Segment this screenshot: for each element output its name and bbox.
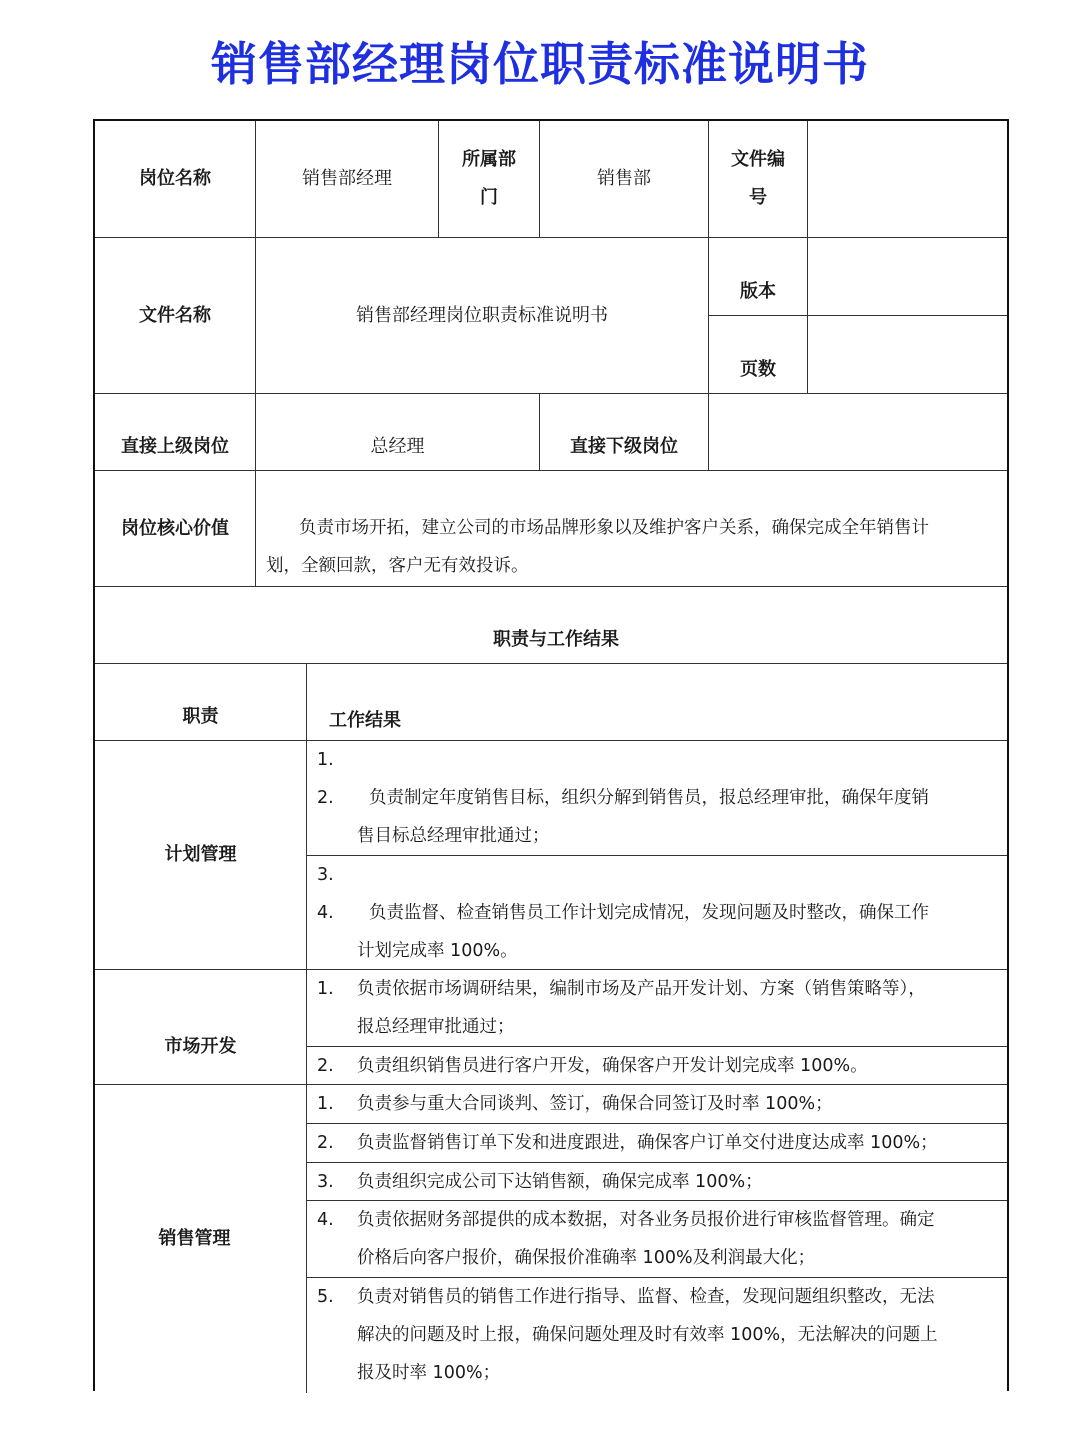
list-item-text: 负责监督、检查销售员工作计划完成情况，发现问题及时整改，确保工作 <box>369 903 929 923</box>
list-item-number: 4. <box>317 903 334 923</box>
list-item-number: 1. <box>317 1094 334 1114</box>
list-item-text: 负责对销售员的销售工作进行指导、监督、检查，发现问题组织整改，无法 <box>357 1287 935 1307</box>
result-block-sales-1 <box>307 1085 1007 1124</box>
result-block-market-2 <box>307 1047 1007 1085</box>
result-block-sales-3 <box>307 1163 1007 1201</box>
superior-label: 直接上级岗位 <box>95 394 256 471</box>
doc-number-value <box>808 121 1007 238</box>
list-item-number: 2. <box>317 788 334 808</box>
list-item-text: 计划完成率 100%。 <box>357 941 518 961</box>
list-item-text: 负责参与重大合同谈判、签订，确保合同签订及时率 100%； <box>357 1094 833 1114</box>
list-item-text: 负责组织销售员进行客户开发，确保客户开发计划完成率 100%。 <box>357 1056 868 1076</box>
doc-number-label <box>709 121 808 238</box>
list-item-text: 报及时率 100%； <box>357 1363 501 1383</box>
list-item-text: 负责组织完成公司下达销售额，确保完成率 100%； <box>357 1172 763 1192</box>
list-item-text: 售目标总经理审批通过； <box>357 826 550 846</box>
list-item-number: 2. <box>317 1133 334 1153</box>
doc-name-value: 销售部经理岗位职责标准说明书 <box>256 238 709 394</box>
result-block-plan-1 <box>307 741 1007 856</box>
list-item-text: 负责依据市场调研结果，编制市场及产品开发计划、方案（销售策略等）， <box>357 979 926 999</box>
result-column-header: 工作结果 <box>307 664 1007 741</box>
core-value-line2: 划，全额回款，客户无有效投诉。 <box>266 556 529 576</box>
doc-number-label-line1: 文件编 <box>731 149 785 170</box>
list-item-text: 负责监督销售订单下发和进度跟进，确保客户订单交付进度达成率 100%； <box>357 1133 938 1153</box>
list-item-number: 4. <box>317 1210 334 1230</box>
duty-name-sales: 销售管理 <box>95 1085 307 1393</box>
department-value: 销售部 <box>540 121 709 238</box>
subordinate-label: 直接下级岗位 <box>540 394 709 471</box>
position-name-value: 销售部经理 <box>256 121 439 238</box>
document-title: 销售部经理岗位职责标准说明书 <box>211 37 869 91</box>
doc-number-label-line2: 号 <box>749 187 767 208</box>
duty-name-plan: 计划管理 <box>95 741 307 970</box>
list-item-number: 5. <box>317 1287 334 1307</box>
list-item-text: 报总经理审批通过； <box>357 1017 515 1037</box>
core-value-label: 岗位核心价值 <box>95 471 256 587</box>
duty-name-market: 市场开发 <box>95 970 307 1085</box>
result-block-sales-2 <box>307 1124 1007 1163</box>
section-title: 职责与工作结果 <box>95 587 1007 664</box>
superior-value: 总经理 <box>256 394 540 471</box>
result-block-market-1 <box>307 970 1007 1047</box>
result-block-sales-4 <box>307 1201 1007 1278</box>
subordinate-value <box>709 394 1007 471</box>
list-item-text: 负责制定年度销售目标，组织分解到销售员，报总经理审批，确保年度销 <box>369 788 929 808</box>
list-item-number: 3. <box>317 1172 334 1192</box>
position-name-label: 岗位名称 <box>95 121 256 238</box>
result-block-sales-5 <box>307 1278 1007 1393</box>
core-value-text <box>256 471 1007 587</box>
pages-label: 页数 <box>709 316 808 394</box>
version-value <box>808 238 1007 316</box>
list-item-text: 价格后向客户报价，确保报价准确率 100%及利润最大化； <box>357 1248 816 1268</box>
list-item-text: 负责依据财务部提供的成本数据，对各业务员报价进行审核监督管理。确定 <box>357 1210 935 1230</box>
doc-name-label: 文件名称 <box>95 238 256 394</box>
version-label: 版本 <box>709 238 808 316</box>
list-item-text: 解决的问题及时上报，确保问题处理及时有效率 100%，无法解决的问题上 <box>357 1325 938 1345</box>
result-block-plan-2 <box>307 856 1007 970</box>
department-label-line2: 门 <box>480 187 498 208</box>
department-label-line1: 所属部 <box>462 149 516 170</box>
list-item-number: 1. <box>317 750 334 770</box>
pages-value <box>808 316 1007 394</box>
list-item-number: 3. <box>317 865 334 885</box>
list-item-number: 1. <box>317 979 334 999</box>
duty-column-header: 职责 <box>95 664 307 741</box>
department-label <box>439 121 540 238</box>
job-description-table <box>93 119 1009 1391</box>
list-item-number: 2. <box>317 1056 334 1076</box>
core-value-line1: 负责市场开拓，建立公司的市场品牌形象以及维护客户关系，确保完成全年销售计 <box>299 518 929 538</box>
